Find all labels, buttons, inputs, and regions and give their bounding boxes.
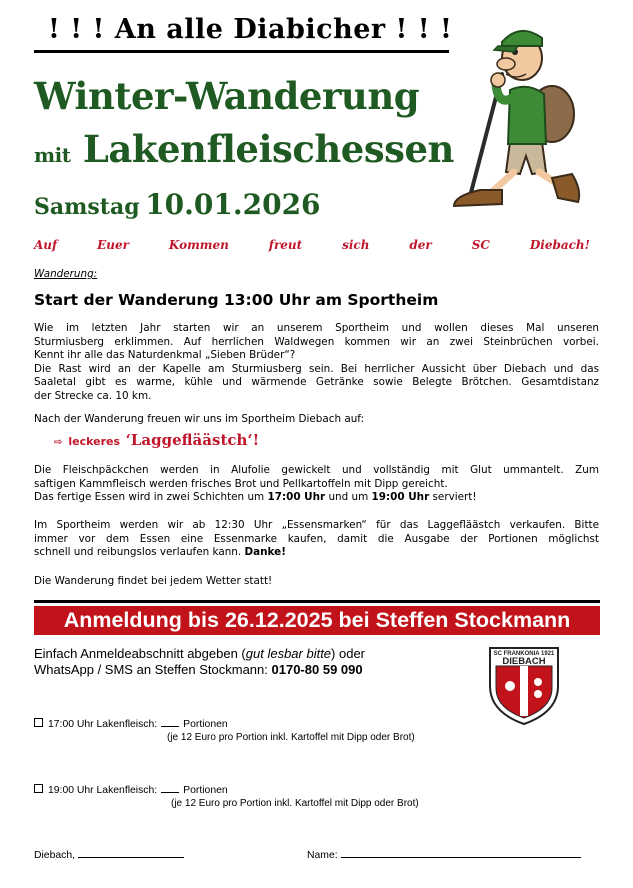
text-line: Die Fleischpäckchen werden in Alufolie gewickelt und vollständig mit Glut ummantelt. Zum [34,464,599,476]
text-span: schnell und reibungslos verlaufen kann. [34,546,242,559]
bullet-text-b: ‘Laggefläästch‘! [125,431,260,449]
date-prefix: Samstag [34,194,140,220]
tagline-word: Diebach! [529,238,590,252]
header-rule [34,50,449,53]
text-line: Die Rast wird an der Kapelle am Sturmiusberg sein. Bei herrlicher Aussicht über Diebach und das [34,362,599,375]
text-line [34,546,599,560]
place-blank[interactable] [78,848,184,858]
paragraph-route [34,322,599,404]
after-hike-line: Nach der Wanderung freuen wir uns im Sportheim Diebach auf: [34,413,365,425]
time-first-shift: 17:00 Uhr [267,491,326,504]
option-1700 [34,718,228,730]
paragraph-food [34,464,599,505]
tagline-word: freut [268,238,303,252]
text-line: Saaletal gibt es warme, kühle und wärmende Getränke sowie Belegte Brötchen. Gesamtdistanz [34,376,599,389]
price-note-1700: (je 12 Euro pro Portion inkl. Kartoffel mit Dipp oder Brot) [167,732,415,743]
event-date [34,188,321,221]
title-line1: Winter-Wanderung [34,74,420,118]
tagline-word: Euer [97,238,129,252]
option-1900 [34,784,228,796]
weather-line: Die Wanderung findet bei jedem Wetter statt! [34,575,273,587]
text-span: serviert! [432,491,477,504]
portions-blank-1900[interactable] [161,784,179,793]
bullet-text-a: leckeres [68,435,121,448]
option-label: 19:00 Uhr Lakenfleisch: [48,785,158,796]
tagline-word: der [409,238,432,252]
place-label: Diebach, [34,850,76,861]
date-value: 10.01.2026 [145,188,321,221]
text-span: Einfach Anmeldeabschnitt abgeben ( [34,646,246,661]
arrow-right-icon: ⇨ [54,437,63,448]
title-lakenfleisch: Lakenfleischessen [82,127,454,171]
tagline-word: sich [342,238,370,252]
text-line: saftigen Kammfleisch werden frisches Brot und Pellkartoffeln mit Dipp gereicht. [34,477,448,490]
phone-number: 0170-80 59 090 [271,662,363,677]
tagline-word: SC [471,238,490,252]
checkbox-1900[interactable] [34,784,43,793]
text-line: Wie im letzten Jahr starten wir an unserem Sportheim und wollen dieses Mal unseren [34,322,599,334]
text-line: immer vor dem Essen eine Essenmarke kaufen, damit die Ausgabe der Portionen möglichst [34,532,599,545]
tagline [34,238,590,252]
text-line: der Strecke ca. 10 km. [34,389,152,402]
paragraph-tokens [34,519,599,560]
text-line: Im Sportheim werden wir ab 12:30 Uhr „Essensmarken“ für das Laggefläästch verkaufen. Bitte [34,519,599,531]
tagline-word: Kommen [168,238,229,252]
menu-bullet [54,430,259,449]
option-unit: Portionen [183,785,228,796]
hiker-illustration [440,14,590,224]
text-span-italic: gut lesbar bitte [245,646,332,661]
title-mit: mit [34,143,71,167]
start-line: Start der Wanderung 13:00 Uhr am Sportheim [34,291,439,309]
registration-line1 [34,646,365,661]
checkbox-1700[interactable] [34,718,43,727]
section-label-wanderung: Wanderung: [34,268,98,280]
name-label: Name: [307,850,338,861]
text-span: und um [328,491,369,504]
name-blank[interactable] [341,848,581,858]
portions-blank-1700[interactable] [161,718,179,727]
option-unit: Portionen [183,719,228,730]
section-rule [34,600,600,603]
club-logo [486,644,562,726]
place-field [34,848,184,861]
headline: ! ! ! An alle Diabicher ! ! ! [48,14,453,45]
logo-arc-text: SC FRANKONIA 1921 [493,651,555,657]
text-line: Sturmiusberg erklimmen. Auf herrlichen Waldwegen kommen wir an zwei Steinbrüchen vorbei. [34,335,599,348]
text-span: Das fertige Essen wird in zwei Schichten um [34,491,265,504]
name-field [307,848,581,861]
text-span: WhatsApp / SMS an Steffen Stockmann: [34,662,268,677]
text-span: ) oder [331,646,366,661]
registration-line2 [34,662,363,677]
text-line: Kennt ihr alle das Naturdenkmal „Sieben Brüder“? [34,349,296,362]
price-note-1900: (je 12 Euro pro Portion inkl. Kartoffel mit Dipp oder Brot) [171,798,419,809]
tagline-word: Auf [34,238,58,252]
thanks-text: Danke! [244,546,286,559]
text-line [34,491,599,505]
time-second-shift: 19:00 Uhr [371,491,430,504]
registration-banner: Anmeldung bis 26.12.2025 bei Steffen Stockmann [34,606,600,635]
logo-name: DIEBACH [502,656,546,667]
option-label: 17:00 Uhr Lakenfleisch: [48,719,158,730]
title-line2 [34,127,454,171]
